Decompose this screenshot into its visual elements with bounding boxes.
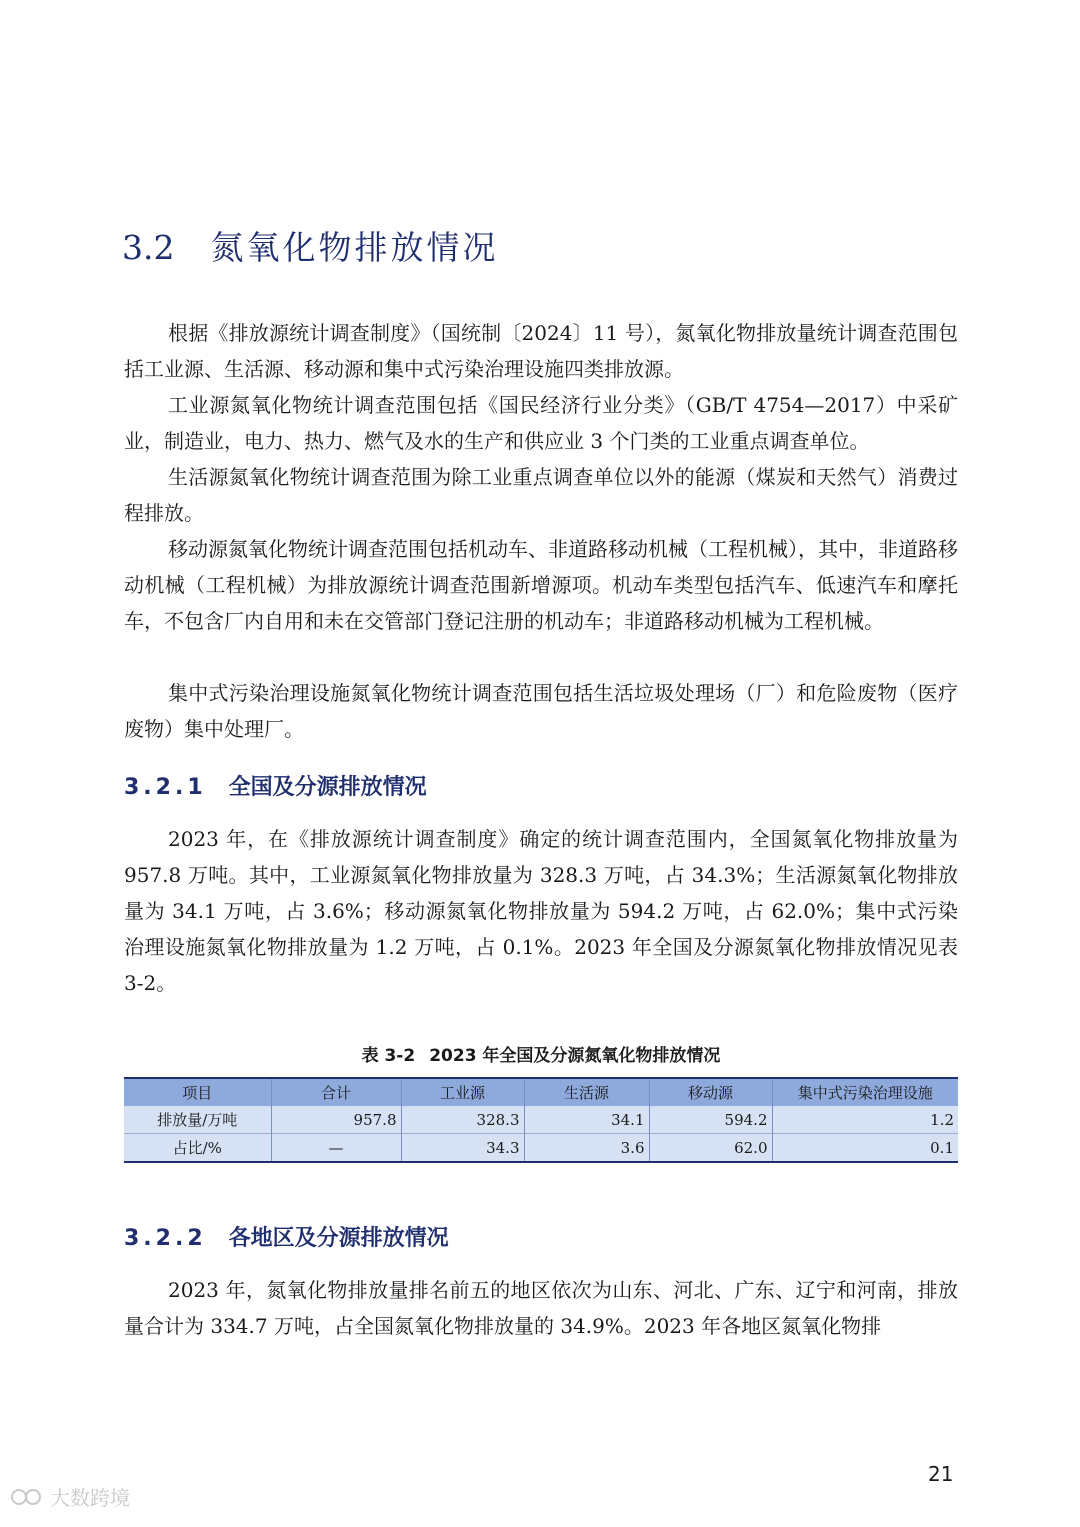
section-title-text: 氮氧化物排放情况 — [210, 228, 499, 267]
subsection-2-paragraph: 2023 年，氮氧化物排放量排名前五的地区依次为山东、河北、广东、辽宁和河南，排放量合计为 334.7 万吨，占全国氮氧化物排放量的 34.9%。2023 年各地区氮氧化物排 — [124, 1278, 958, 1338]
page-number: 21 — [928, 1462, 954, 1486]
watermark-logo-icon — [10, 1486, 44, 1508]
emissions-table — [124, 1077, 958, 1163]
intro-paragraph-5: 集中式污染治理设施氮氧化物统计调查范围包括生活垃圾处理场（厂）和危险废物（医疗废物）集中处理厂。 — [124, 681, 958, 741]
subsection-1-paragraph: 2023 年，在《排放源统计调查制度》确定的统计调查范围内，全国氮氧化物排放量为 957.8 万吨。其中，工业源氮氧化物排放量为 328.3 万吨，占 34.3%；生活源氮氧化物排放量为 34.1 万吨，占 3.6%；移动源氮氧化物排放量为 594.2 万吨，占 62.0%；集中式污染治理设施氮氧化物排放量为 1.2 万吨，占 0.1%。2023 年全国及分源氮氧化物排放情况见表 3-2。 — [124, 827, 958, 995]
header-domestic: 生活源 — [524, 1078, 649, 1106]
table-cell: 34.1 — [524, 1106, 649, 1134]
table-cell: 62.0 — [649, 1134, 772, 1163]
table-cell: — — [271, 1134, 401, 1163]
header-item: 项目 — [182, 1084, 213, 1102]
table-cell: 3.6 — [524, 1134, 649, 1163]
subsection-1-heading — [124, 770, 427, 801]
table-cell: 0.1 — [772, 1134, 958, 1163]
table-header-row — [124, 1078, 958, 1106]
subsection-2-number: 3.2.2 — [124, 1226, 207, 1251]
table-row — [124, 1134, 958, 1163]
watermark-text: 大数跨境 — [50, 1486, 130, 1510]
table-cell: 1.2 — [772, 1106, 958, 1134]
subsection-1-title: 全国及分源排放情况 — [228, 775, 427, 800]
table-cell: 594.2 — [649, 1106, 772, 1134]
table-cell: 957.8 — [271, 1106, 401, 1134]
header-total: 合计 — [271, 1078, 401, 1106]
intro-paragraph-4: 移动源氮氧化物统计调查范围包括机动车、非道路移动机械（工程机械），其中，非道路移动机械（工程机械）为排放源统计调查范围新增源项。机动车类型包括汽车、低速汽车和摩托车，不包含厂内自用和未在交管部门登记注册的机动车；非道路移动机械为工程机械。 — [124, 537, 958, 633]
intro-paragraph-3: 生活源氮氧化物统计调查范围为除工业重点调查单位以外的能源（煤炭和天然气）消费过程排放。 — [124, 465, 958, 525]
row-label: 排放量/万吨 — [157, 1111, 238, 1129]
table-number: 表 3-2 — [361, 1046, 416, 1066]
section-title — [122, 222, 498, 269]
subsection-2-title: 各地区及分源排放情况 — [228, 1226, 449, 1251]
header-centralized: 集中式污染治理设施 — [772, 1078, 958, 1106]
subsection-1-number: 3.2.1 — [124, 775, 207, 800]
intro-paragraph-1: 根据《排放源统计调查制度》（国统制〔2024〕11 号），氮氧化物排放量统计调查范围包括工业源、生活源、移动源和集中式污染治理设施四类排放源。 — [124, 321, 958, 381]
intro-paragraph-2: 工业源氮氧化物统计调查范围包括《国民经济行业分类》（GB/T 4754—2017）中采矿业，制造业，电力、热力、燃气及水的生产和供应业 3 个门类的工业重点调查单位。 — [124, 393, 958, 453]
table-cell: 34.3 — [401, 1134, 524, 1163]
row-label: 占比/% — [124, 1134, 271, 1163]
subsection-2-heading — [124, 1221, 449, 1252]
table-caption-text: 2023 年全国及分源氮氧化物排放情况 — [429, 1046, 721, 1066]
header-mobile: 移动源 — [649, 1078, 772, 1106]
table-cell: 328.3 — [401, 1106, 524, 1134]
header-industrial: 工业源 — [401, 1078, 524, 1106]
watermark — [10, 1482, 130, 1511]
table-caption — [124, 1041, 958, 1066]
section-number: 3.2 — [122, 228, 175, 267]
table-row — [124, 1106, 958, 1134]
